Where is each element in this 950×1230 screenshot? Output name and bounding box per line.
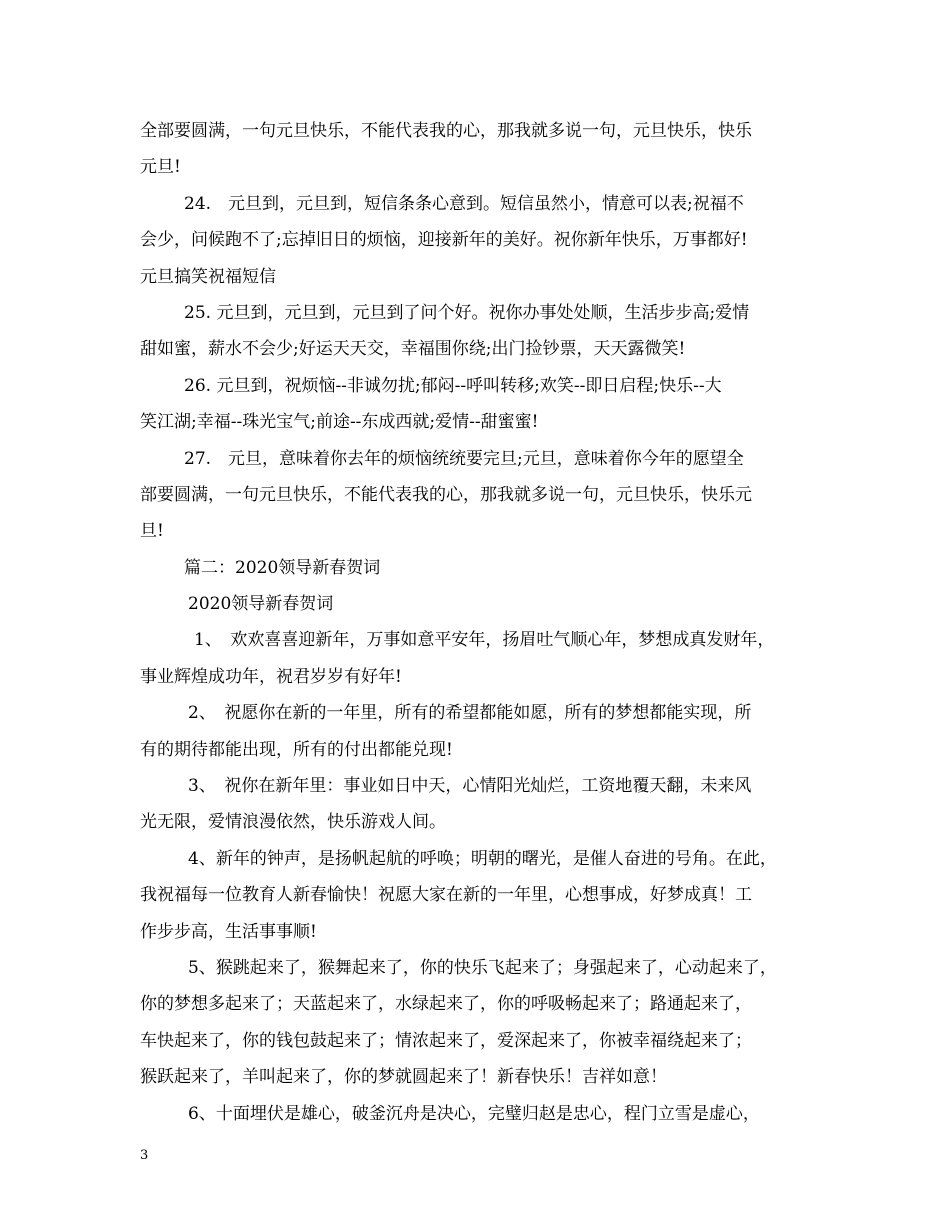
- text-line: 元旦搞笑祝福短信: [140, 266, 276, 287]
- item-5-line: 5、猴跳起来了，猴舞起来了，你的快乐飞起来了；身强起来了，心动起来了，: [188, 957, 777, 978]
- item-25-line: 25. 元旦到，元旦到，元旦到了问个好。祝你办事处处顺，生活步步高;爱情: [184, 302, 750, 323]
- text-line: 全部要圆满，一句元旦快乐，不能代表我的心，那我就多说一句，元旦快乐，快乐: [140, 121, 752, 141]
- text-line: 你的梦想多起来了；天蓝起来了，水绿起来了，你的呼吸畅起来了；路通起来了，: [140, 994, 752, 1015]
- text-line: 作步步高，生活事事顺!: [140, 921, 317, 942]
- item-24-line: 24. 元旦到，元旦到，短信条条心意到。短信虽然小，情意可以表;祝福不: [184, 193, 744, 214]
- section-heading: 篇二：2020领导新春贺词: [184, 557, 381, 578]
- item-4-line: 4、新年的钟声，是扬帆起航的呼唤；明朝的曙光，是催人奋进的号角。在此，: [188, 848, 777, 869]
- item-27-line: 27. 元旦，意味着你去年的烦恼统统要完旦;元旦，意味着你今年的愿望全: [184, 448, 744, 469]
- item-3-line: 3、 祝你在新年里：事业如日中天，心情阳光灿烂，工资地覆天翻，未来风: [188, 776, 752, 797]
- text-line: 车快起来了，你的钱包鼓起来了；情浓起来了，爱深起来了，你被幸福绕起来了；: [140, 1030, 752, 1051]
- item-26-line: 26. 元旦到，祝烦恼--非诚勿扰;郁闷--呼叫转移;欢笑--即日启程;快乐--大: [184, 375, 722, 396]
- section-title: 2020领导新春贺词: [188, 594, 334, 615]
- page-number: 3: [140, 1148, 149, 1163]
- item-1-line: 1、 欢欢喜喜迎新年，万事如意平安年，扬眉吐气顺心年，梦想成真发财年，: [194, 630, 775, 651]
- document-body: [140, 113, 830, 1132]
- text-line: 甜如蜜，薪水不会少;好运天天交，幸福围你绕;出门捡钞票，天天露微笑!: [140, 339, 686, 360]
- text-line: 会少，问候跑不了;忘掉旧日的烦恼，迎接新年的美好。祝你新年快乐，万事都好!: [140, 230, 748, 251]
- text-line: 我祝福每一位教育人新春愉快！祝愿大家在新的一年里，心想事成，好梦成真！工: [140, 885, 752, 906]
- text-line: 猴跃起来了，羊叫起来了，你的梦就圆起来了！新春快乐！吉祥如意！: [140, 1067, 667, 1088]
- text-line: 笑江湖;幸福--珠光宝气;前途--东成西就;爱情--甜蜜蜜!: [140, 412, 539, 433]
- text-line: 光无限，爱情浪漫依然，快乐游戏人间。: [140, 812, 446, 833]
- item-2-line: 2、 祝愿你在新的一年里，所有的希望都能如愿，所有的梦想都能实现，所: [188, 703, 752, 724]
- text-line: 旦!: [140, 521, 164, 542]
- text-line: 元旦!: [140, 157, 181, 178]
- text-line: 事业辉煌成功年，祝君岁岁有好年!: [140, 666, 402, 687]
- text-line: 有的期待都能出现，所有的付出都能兑现!: [140, 739, 453, 760]
- item-6-line: 6、十面埋伏是雄心，破釜沉舟是决心，完璧归赵是忠心，程门立雪是虚心，: [188, 1103, 760, 1124]
- text-line: 部要圆满，一句元旦快乐，不能代表我的心，那我就多说一句，元旦快乐，快乐元: [140, 484, 752, 505]
